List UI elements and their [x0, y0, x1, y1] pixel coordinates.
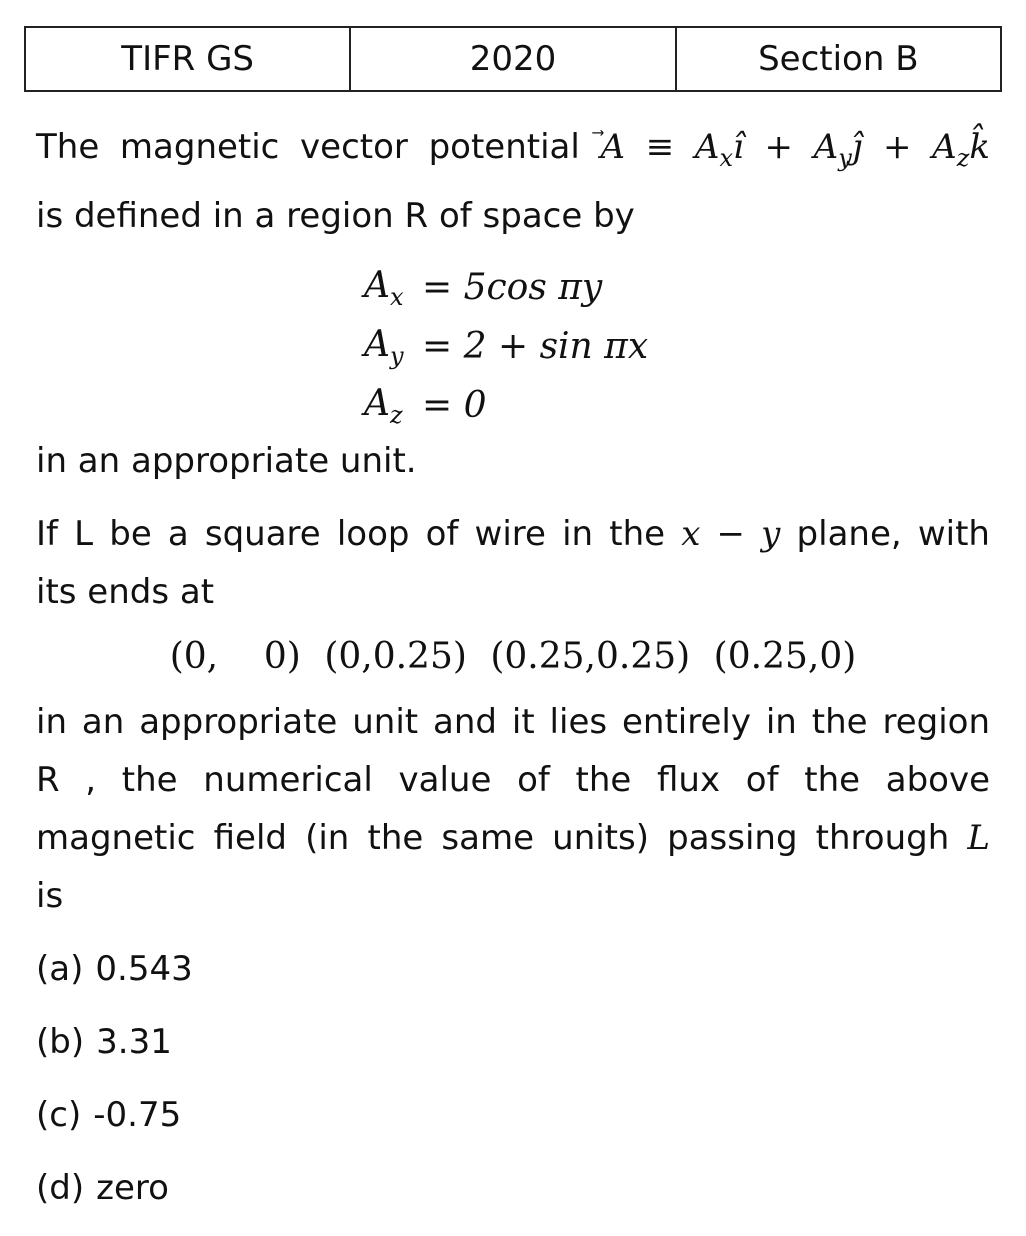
option-a-key: (a): [36, 949, 84, 989]
option-c-value: -0.75: [93, 1095, 182, 1135]
header-table: [24, 26, 1002, 92]
intro-line-2: is defined in a region R of space by: [36, 196, 635, 236]
option-b-value: 3.31: [96, 1022, 172, 1062]
equation-ay: $A_y$ = 2 + sin πx: [364, 323, 649, 370]
loop-paragraph: [36, 505, 990, 621]
header-section: Section B: [758, 39, 919, 79]
intro-text: The magnetic vector potential: [36, 127, 580, 167]
option-c-key: (c): [36, 1095, 82, 1135]
question-line-4: is: [36, 876, 64, 916]
corner-point-1: (0, 0): [169, 636, 301, 677]
question-line-3: magnetic field (in the same units) passing through L: [36, 818, 990, 858]
intro-paragraph: [36, 118, 990, 245]
option-a-value: 0.543: [95, 949, 193, 989]
unit-note: in an appropriate unit.: [36, 441, 417, 481]
option-d-value: zero: [96, 1168, 169, 1208]
option-d[interactable]: [36, 1163, 169, 1213]
corner-point-2: (0,0.25): [324, 636, 467, 677]
corner-point-4: (0.25,0): [713, 636, 857, 677]
question-line-1: in an appropriate unit and it lies entirely in the region: [36, 702, 990, 742]
question-line-2: R , the numerical value of the flux of the above: [36, 760, 990, 800]
header-year: 2020: [351, 28, 676, 90]
option-b[interactable]: [36, 1017, 172, 1067]
loop-line-1: If L be a square loop of wire in the x − y plane, with: [36, 514, 990, 554]
equation-ax: $A_x$ = 5cos πy: [364, 264, 603, 311]
equation-block: [364, 258, 784, 435]
vector-potential-expression: A ≡ $A_xı̂$ + $A_yȷ̂$ + $A_zk̂$: [600, 127, 991, 172]
option-c[interactable]: [36, 1090, 181, 1140]
xy-plane-math: x − y: [681, 514, 781, 554]
intro-line-1: [36, 118, 990, 187]
option-d-key: (d): [36, 1168, 85, 1208]
equation-az: $A_z$ = 0: [364, 382, 487, 429]
option-b-key: (b): [36, 1022, 85, 1062]
loop-corner-points: [0, 636, 1026, 696]
option-a[interactable]: [36, 944, 193, 994]
loop-line-2: its ends at: [36, 572, 215, 612]
question-paragraph: [36, 693, 990, 925]
corner-point-3: (0.25,0.25): [490, 636, 691, 677]
header-exam: TIFR GS: [26, 28, 351, 90]
